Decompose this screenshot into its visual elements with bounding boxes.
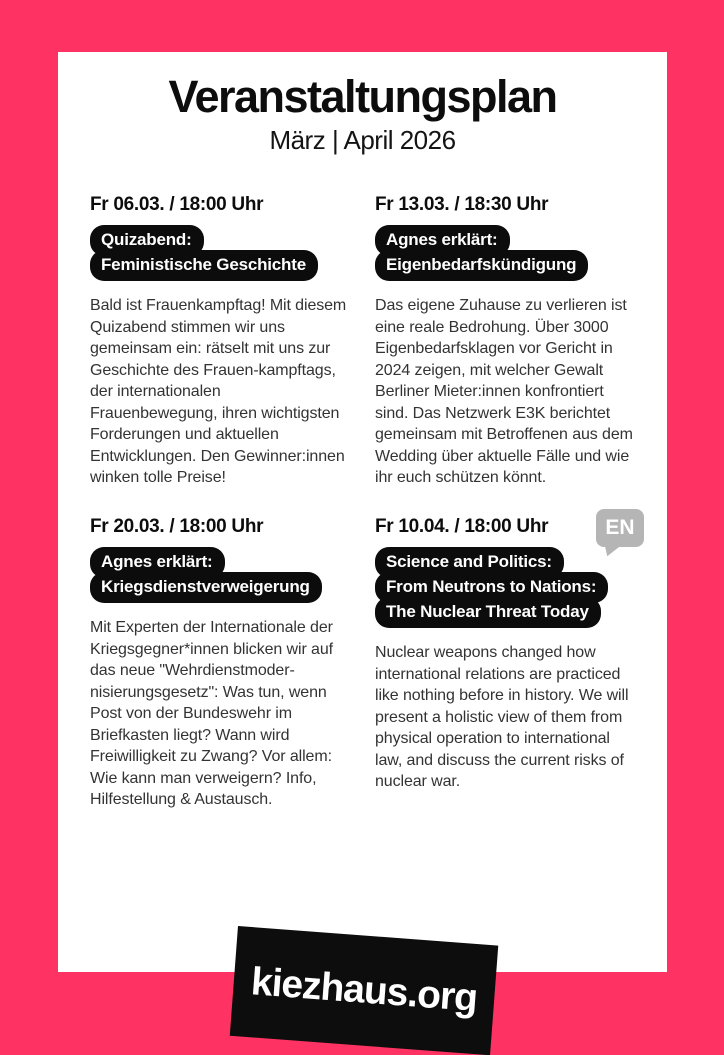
event-datetime: Fr 20.03. / 18:00 Uhr [90, 516, 264, 538]
event-title-line: Kriegsdienstverweigerung [90, 572, 322, 603]
event-datetime: Fr 10.04. / 18:00 Uhr [375, 516, 549, 538]
page-subtitle: März | April 2026 [269, 125, 456, 156]
event-block-kriegsdienst [90, 516, 345, 811]
event-description: Nuclear weapons changed how international relations are practiced like nothing before in history. We will present a holistic view of them from physical operation to international law, and discuss the current risks of nuclear war. [375, 644, 629, 791]
event-title [375, 547, 630, 628]
event-description: Bald ist Frauenkampftag! Mit diesem Quizabend stimmen wir uns gemeinsam ein: rätselt mit uns zur Geschichte des Frauen-kampftags, der internationalen Frauenbewegung, ihren wichtigsten Forderungen und aktuellen Entwicklungen. Den Gewinner:innen winken tolle Preise! [90, 297, 347, 487]
event-title [90, 225, 345, 281]
event-datetime: Fr 06.03. / 18:00 Uhr [90, 194, 264, 216]
poster-page [58, 52, 667, 972]
footer-url: kiezhaus.org [249, 960, 479, 1021]
event-title-line: Agnes erklärt: [90, 547, 225, 578]
page-title: Veranstaltungsplan [168, 71, 557, 122]
event-title-line: Quizabend: [90, 225, 204, 256]
event-title-line: The Nuclear Threat Today [375, 597, 601, 628]
event-title-line: Eigenbedarfskündigung [375, 250, 588, 281]
event-title-line: Agnes erklärt: [375, 225, 510, 256]
masthead [58, 52, 667, 156]
event-description: Mit Experten der Internationale der Kriegsgegner*innen blicken wir auf das neue "Wehrdienstmoder-nisierungsgesetz": Was tun, wenn Post von der Bundeswehr im Briefkasten liegt? Wann wird Freiwilligkeit zu Zwang? Vor allem: Wie kann man verweigern? Info, Hilfestellung & Austausch. [90, 619, 333, 809]
event-description: Das eigene Zuhause zu verlieren ist eine reale Bedrohung. Über 3000 Eigenbedarfsklagen vor Gericht in 2024 zeigen, mit welcher Gewalt Berliner Mieter:innen konfrontiert sind. Das Netzwerk E3K berichtet gemeinsam mit Betroffenen aus dem Wedding über aktuelle Fälle und wie ihr euch schützen könnt. [375, 297, 633, 487]
event-block-nuclear [375, 516, 635, 811]
footer-logo [230, 926, 499, 1055]
event-datetime: Fr 13.03. / 18:30 Uhr [375, 194, 549, 216]
event-title-line: Science and Politics: [375, 547, 564, 578]
events-grid [58, 194, 667, 811]
language-badge-label: EN [605, 516, 635, 540]
event-block-eigenbedarf [375, 194, 633, 516]
event-title-line: Feministische Geschichte [90, 250, 318, 281]
event-title [375, 225, 630, 281]
event-title [90, 547, 345, 603]
event-title-line: From Neutrons to Nations: [375, 572, 608, 603]
event-block-quizabend [90, 194, 345, 516]
language-badge-speech-bubble-icon [596, 509, 644, 547]
